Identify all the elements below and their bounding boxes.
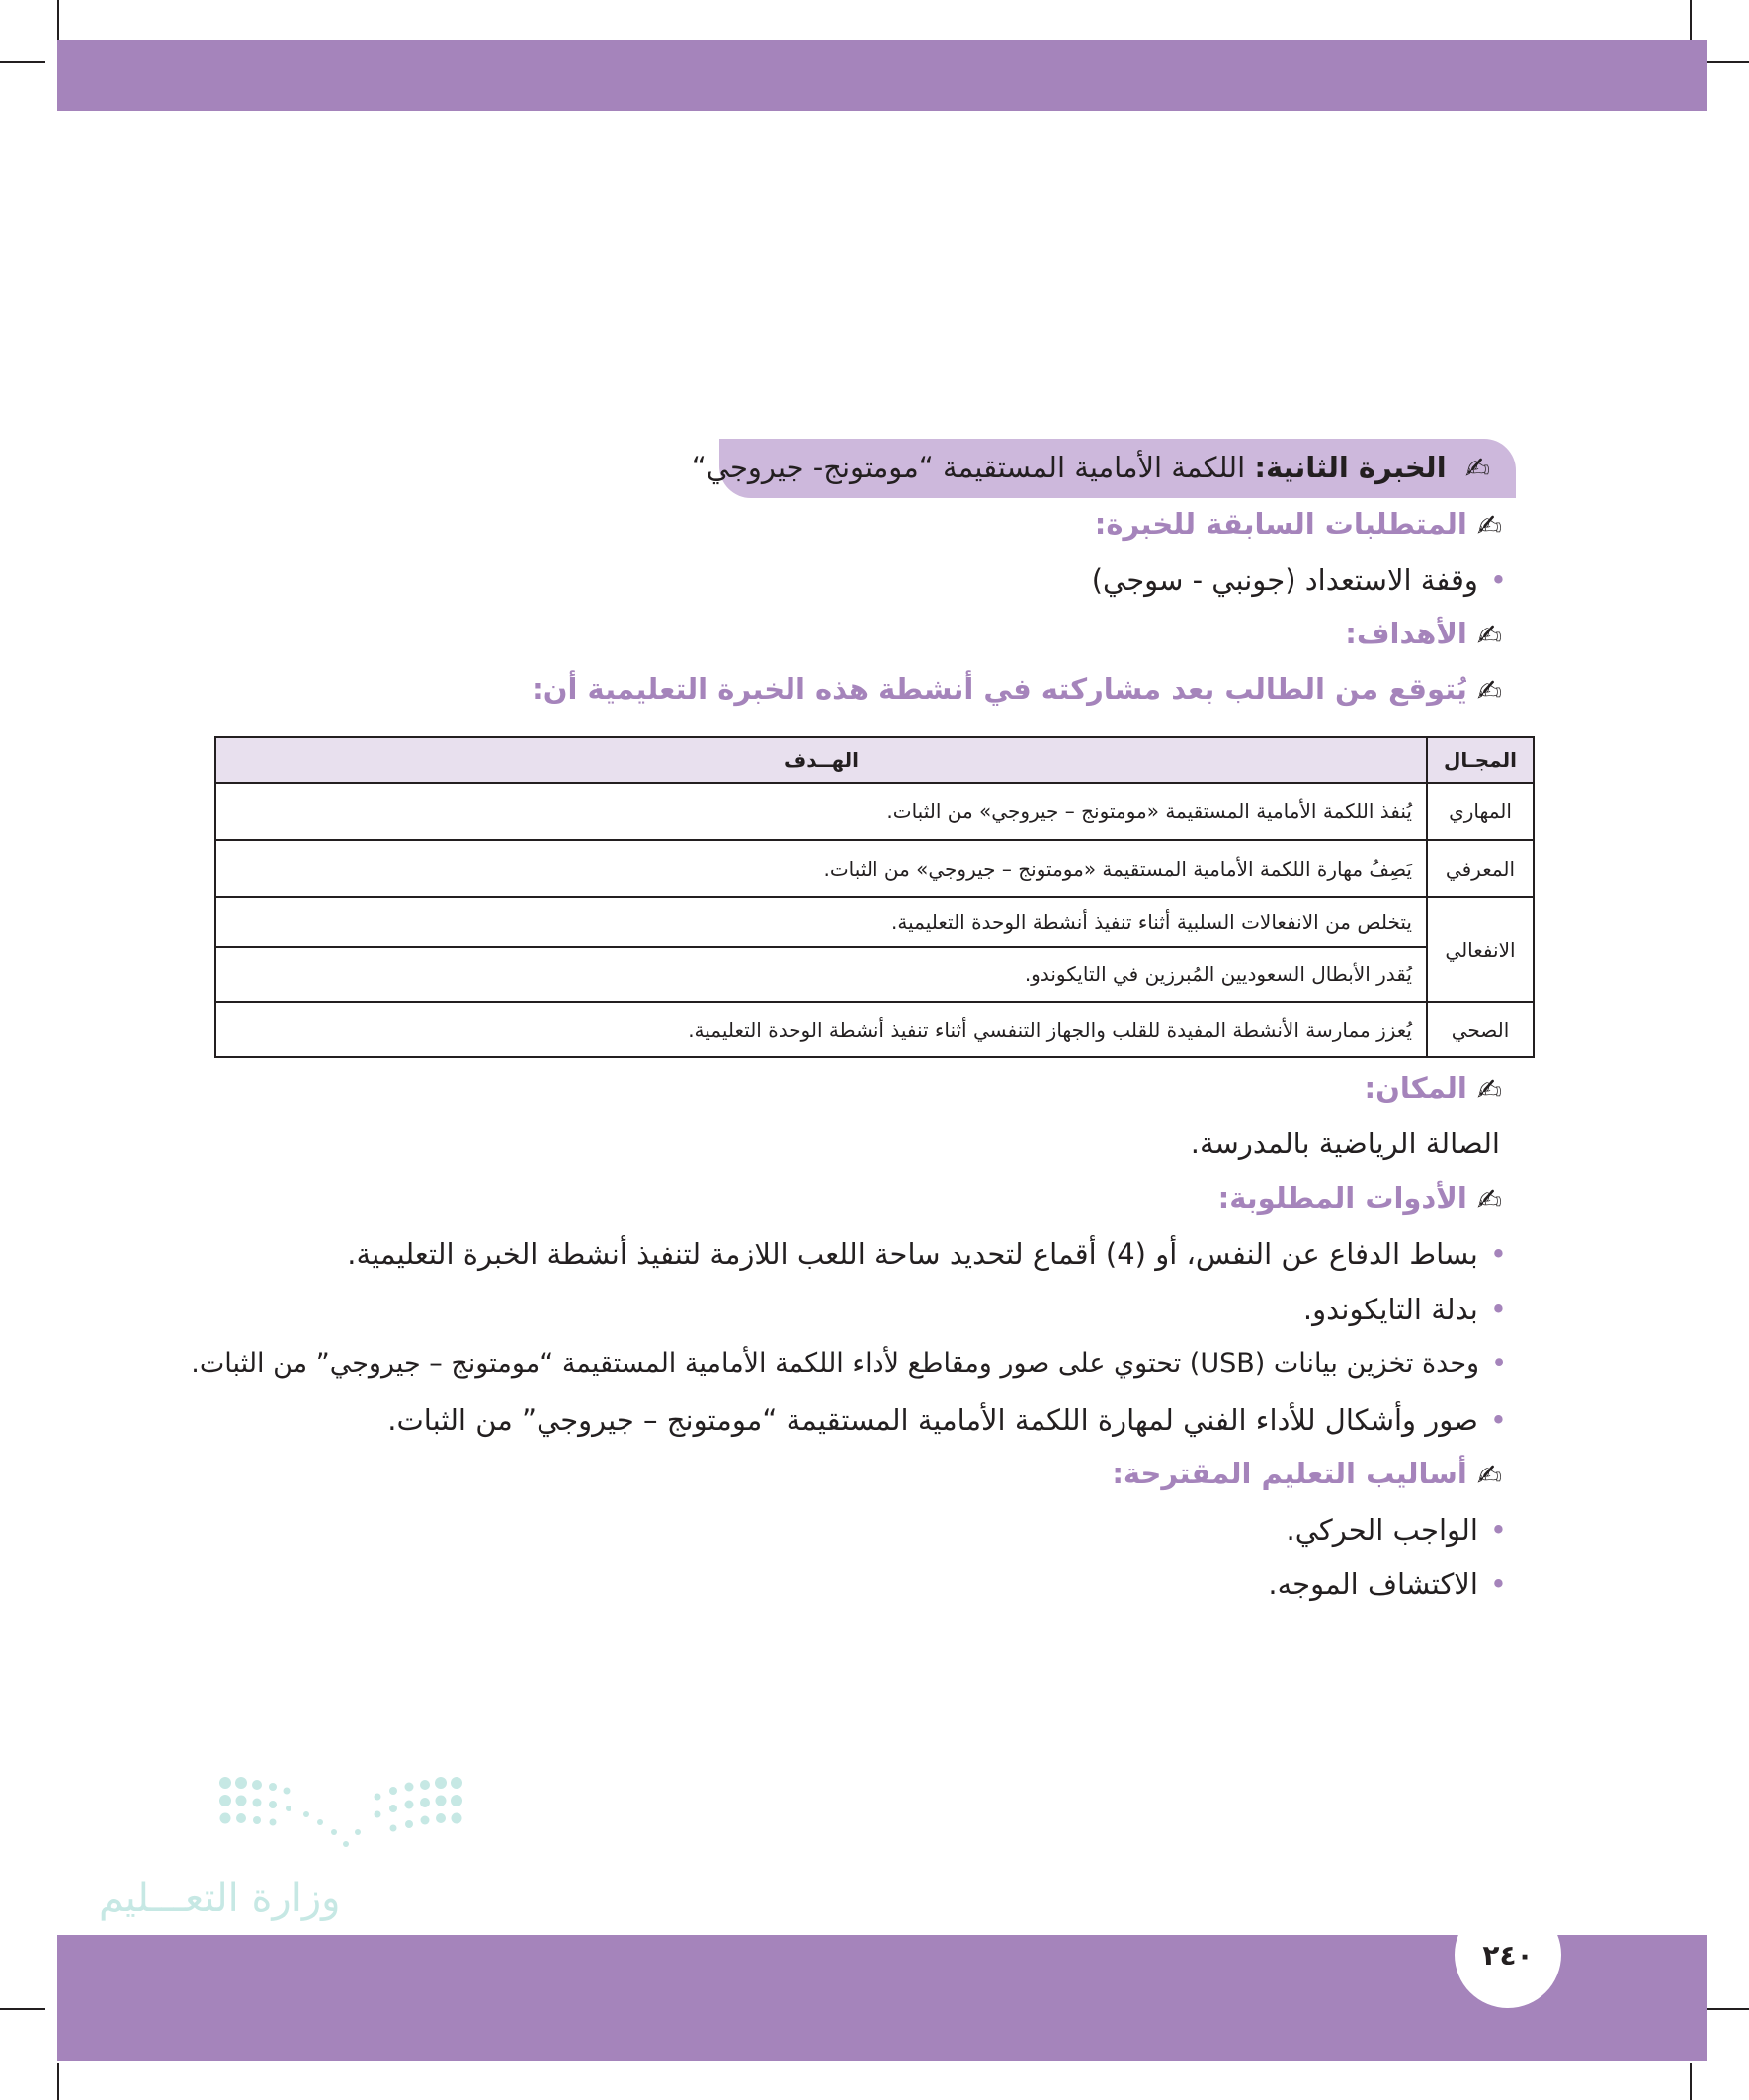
page-number: ٢٤٠	[1455, 1901, 1561, 2008]
goal-cell: يُعزز ممارسة الأنشطة المفيدة للقلب والجهاز التنفسي أثناء تنفيذ أنشطة الوحدة التعليمية.	[215, 1002, 1427, 1057]
pencil-note-icon: ✍	[1476, 1072, 1502, 1108]
experience-label: الخبرة الثانية:	[1254, 450, 1447, 484]
crop-mark	[0, 2008, 45, 2010]
crop-mark	[1704, 2008, 1749, 2010]
pencil-note-icon: ✍	[1476, 508, 1502, 544]
domain-cell: المهاري	[1427, 783, 1534, 840]
ministry-logo-icon	[217, 1775, 464, 1864]
pencil-note-icon: ✍	[1476, 1182, 1502, 1218]
objectives-title: ✍الأهداف:	[1345, 617, 1502, 653]
crop-mark	[57, 0, 59, 40]
crop-mark	[1690, 2063, 1692, 2100]
place-text: الصالة الرياضية بالمدرسة.	[1190, 1127, 1500, 1160]
table-header-row	[215, 737, 1534, 783]
domain-cell: الانفعالي	[1427, 897, 1534, 1002]
goal-cell: يُنفذ اللكمة الأمامية المستقيمة «مومتونج – جيروجي» من الثبات.	[215, 783, 1427, 840]
goal-header: الهــدف	[215, 737, 1427, 783]
table-row	[215, 897, 1534, 947]
top-banner	[57, 40, 1707, 111]
table-row	[215, 1002, 1534, 1057]
list-item: •وقفة الاستعداد (جونبي - سوجي)	[1091, 563, 1507, 597]
goal-cell: يَصِفُ مهارة اللكمة الأمامية المستقيمة «مومتونج – جيروجي» من الثبات.	[215, 840, 1427, 897]
crop-mark	[1704, 61, 1749, 63]
list-item: •الواجب الحركي.	[1286, 1513, 1507, 1547]
domain-cell: المعرفي	[1427, 840, 1534, 897]
experience-header	[691, 439, 1516, 498]
list-item: •الاكتشاف الموجه.	[1268, 1567, 1507, 1601]
crop-mark	[0, 61, 45, 63]
pencil-note-icon: ✍	[1464, 452, 1490, 487]
list-item: •صور وأشكال للأداء الفني لمهارة اللكمة الأمامية المستقيمة “مومتونج – جيروجي” من الثبات.	[387, 1403, 1507, 1437]
list-item: •بساط الدفاع عن النفس، أو (4) أقماع لتحديد ساحة اللعب اللازمة لتنفيذ أنشطة الخبرة التعليمية.	[347, 1237, 1507, 1271]
tools-title: ✍الأدوات المطلوبة:	[1217, 1181, 1502, 1218]
prerequisites-title: ✍المتطلبات السابقة للخبرة:	[1094, 507, 1502, 544]
bullet-icon: •	[1489, 1513, 1507, 1547]
table-row	[215, 840, 1534, 897]
bullet-icon: •	[1489, 1403, 1507, 1437]
pencil-note-icon: ✍	[1476, 618, 1502, 653]
goal-cell: يتخلص من الانفعالات السلبية أثناء تنفيذ أنشطة الوحدة التعليمية.	[215, 897, 1427, 947]
place-title: ✍المكان:	[1364, 1071, 1502, 1108]
list-item: •وحدة تخزين بيانات (USB) تحتوي على صور ومقاطع لأداء اللكمة الأمامية المستقيمة “مومتونج – جيروجي” من الثبات.	[191, 1348, 1507, 1379]
bullet-icon: •	[1489, 1237, 1507, 1271]
bullet-icon: •	[1489, 563, 1507, 597]
crop-mark	[57, 2063, 59, 2100]
domain-cell: الصحي	[1427, 1002, 1534, 1057]
goal-cell: يُقدر الأبطال السعوديين المُبرزين في التايكوندو.	[215, 947, 1427, 1002]
methods-title: ✍أساليب التعليم المقترحة:	[1112, 1457, 1502, 1493]
bullet-icon: •	[1491, 1348, 1507, 1379]
bullet-icon: •	[1489, 1567, 1507, 1601]
goals-table	[214, 736, 1535, 1058]
ministry-logo-text: وزارة التعـــليم	[99, 1876, 341, 1921]
list-item: •بدلة التايكوندو.	[1302, 1293, 1507, 1326]
pencil-note-icon: ✍	[1476, 673, 1502, 709]
table-row	[215, 947, 1534, 1002]
bullet-icon: •	[1489, 1293, 1507, 1326]
pencil-note-icon: ✍	[1476, 1458, 1502, 1493]
domain-header: المجـال	[1427, 737, 1534, 783]
table-row	[215, 783, 1534, 840]
experience-title: اللكمة الأمامية المستقيمة “مومتونج- جيروجي“	[691, 450, 1246, 484]
crop-mark	[1690, 0, 1692, 40]
objectives-intro: ✍يُتوقع من الطالب بعد مشاركته في أنشطة هذه الخبرة التعليمية أن:	[532, 672, 1502, 709]
